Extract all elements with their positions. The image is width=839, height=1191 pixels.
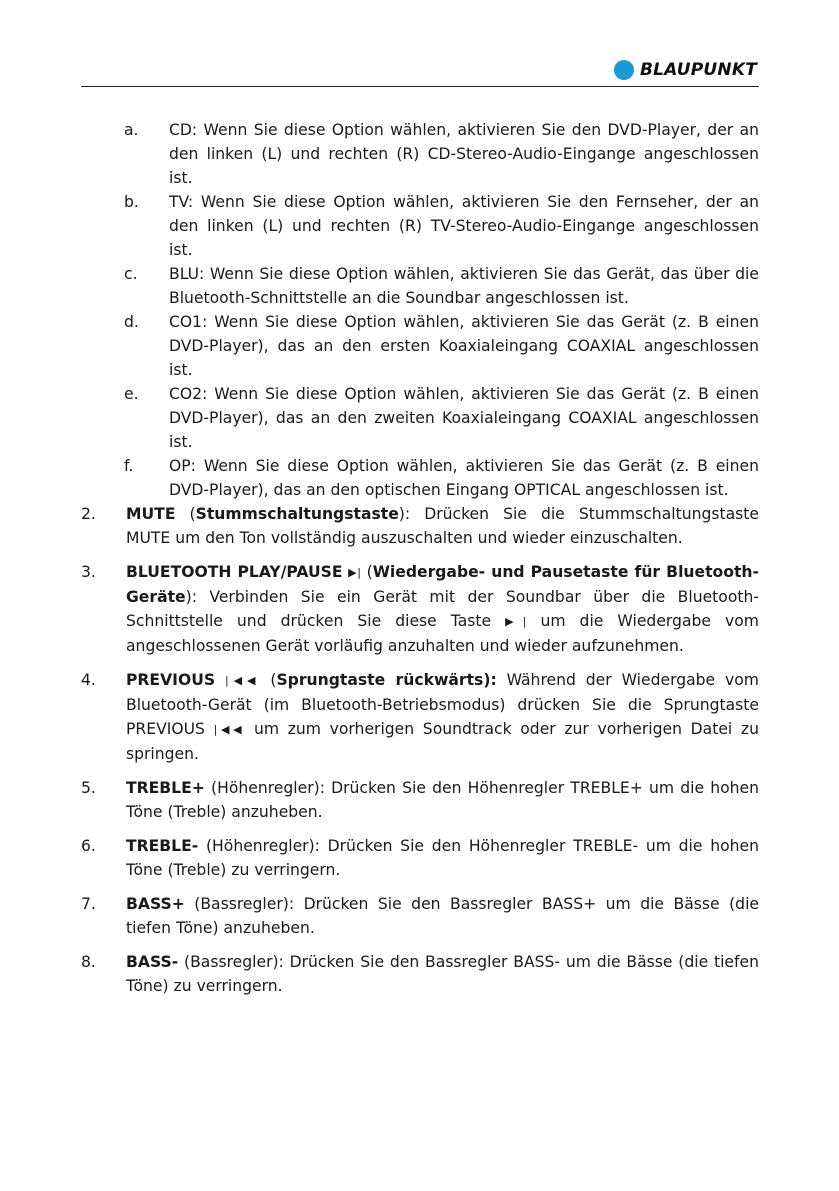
list-item xyxy=(81,310,759,382)
bass-plus-item xyxy=(81,892,759,940)
item-number: 7. xyxy=(81,895,96,913)
brand-name: BLAUPUNKT xyxy=(639,60,757,80)
item-description: (Höhenregler): Drücken Sie den Höhenregler TREBLE- um die hohen Töne (Treble) zu verringern. xyxy=(126,837,759,879)
brand-logo xyxy=(614,60,757,80)
treble-minus-item xyxy=(81,834,759,882)
item-number: 5. xyxy=(81,779,96,797)
paren-close: ): xyxy=(483,671,497,689)
item-number: 4. xyxy=(81,671,96,689)
item-number: 6. xyxy=(81,837,96,855)
logo-dot-icon xyxy=(614,60,634,80)
bt-key-label: BLUETOOTH PLAY/PAUSE xyxy=(126,563,343,581)
list-letter: b. xyxy=(124,193,139,211)
treble-minus-key-label: TREBLE- xyxy=(126,837,199,855)
item-text xyxy=(126,892,759,940)
item-description: Während der Wiedergabe vom Bluetooth-Gerät (im Bluetooth-Betriebsmodus) drücken Sie die Sprungtaste PREVIOUS xyxy=(126,671,760,738)
treble-plus-item xyxy=(81,776,759,824)
list-text: TV: Wenn Sie diese Option wählen, aktivieren Sie den Fernseher, der an den linken (L) und rechten (R) TV-Stereo-Audio-Eingange angeschlossen ist. xyxy=(169,193,759,259)
item-number: 3. xyxy=(81,563,96,581)
list-letter: c. xyxy=(124,265,138,283)
item-description: (Bassregler): Drücken Sie den Bassregler BASS- um die Bässe (die tiefen Töne) zu verringern. xyxy=(126,953,759,995)
bass-minus-item xyxy=(81,950,759,998)
item-number: 8. xyxy=(81,953,96,971)
bluetooth-play-pause-item xyxy=(81,560,759,658)
list-text: CO2: Wenn Sie diese Option wählen, aktivieren Sie das Gerät (z. B einen DVD-Player), das an den zweiten Koaxialeingang COAXIAL angeschlossen ist. xyxy=(169,385,759,451)
mute-key-label: MUTE xyxy=(126,505,176,523)
bass-plus-key-label: BASS+ xyxy=(126,895,185,913)
list-item xyxy=(81,454,759,502)
item-text xyxy=(126,834,759,882)
treble-plus-key-label: TREBLE+ xyxy=(126,779,205,797)
bass-minus-key-label: BASS- xyxy=(126,953,179,971)
list-item xyxy=(81,118,759,190)
item-description: um zum vorherigen Soundtrack oder zur vorherigen Datei zu springen. xyxy=(126,720,759,763)
list-text: CO1: Wenn Sie diese Option wählen, aktivieren Sie das Gerät (z. B einen DVD-Player), das an den ersten Koaxialeingang COAXIAL angeschlossen ist. xyxy=(169,313,759,379)
paren-open: ( xyxy=(175,505,196,523)
bt-key-description: Wiedergabe- und Pausetaste für Bluetooth-Geräte xyxy=(126,563,760,606)
list-letter: f. xyxy=(124,457,134,475)
prev-key-description: Sprungtaste rückwärts xyxy=(276,671,484,689)
list-text: OP: Wenn Sie diese Option wählen, aktivieren Sie das Gerät (z. B einen DVD-Player), das an den optischen Eingang OPTICAL angeschlossen ist. xyxy=(169,457,759,499)
item-description: (Höhenregler): Drücken Sie den Höhenregler TREBLE+ um die hohen Töne (Treble) anzuheben. xyxy=(126,779,759,821)
item-description: ): Drücken Sie die Stummschaltungstaste MUTE um den Ton vollständig auszuschalten und wieder einzuschalten. xyxy=(126,505,759,547)
page-header xyxy=(81,56,759,87)
list-letter: a. xyxy=(124,121,139,139)
item-description: ): Verbinden Sie ein Gerät mit der Soundbar über die Bluetooth-Schnittstelle und drücken Sie diese Taste xyxy=(126,588,759,630)
list-letter: e. xyxy=(124,385,139,403)
mute-item xyxy=(81,502,759,550)
item-text xyxy=(126,560,759,658)
list-item xyxy=(81,190,759,262)
item-text xyxy=(126,502,759,550)
skip-back-icon: |◀◀ xyxy=(213,723,246,736)
play-pause-icon: ▶| xyxy=(348,566,361,579)
item-description: um die Wiedergabe vom angeschlossenen Gerät vorläufig anzuhalten und wieder aufzunehmen. xyxy=(126,612,759,655)
item-number: 2. xyxy=(81,505,96,523)
item-text xyxy=(126,668,759,766)
list-item xyxy=(81,262,759,310)
list-item xyxy=(81,382,759,454)
skip-back-icon: |◀◀ xyxy=(225,674,261,687)
item-text xyxy=(126,776,759,824)
prev-key-label: PREVIOUS xyxy=(126,671,216,689)
play-pause-icon: ▶| xyxy=(505,615,527,628)
mute-key-description: Stummschaltungstaste xyxy=(195,505,399,523)
list-letter: d. xyxy=(124,313,139,331)
list-text: BLU: Wenn Sie diese Option wählen, aktivieren Sie das Gerät, das über die Bluetooth-Schnittstelle an die Soundbar angeschlossen ist. xyxy=(169,265,759,307)
list-text: CD: Wenn Sie diese Option wählen, aktivieren Sie den DVD-Player, der an den linken (L) und rechten (R) CD-Stereo-Audio-Eingange angeschlossen ist. xyxy=(169,121,759,187)
paren-open: ( xyxy=(361,563,373,581)
source-option-list xyxy=(81,118,759,502)
item-text xyxy=(126,950,759,998)
item-description: (Bassregler): Drücken Sie den Bassregler BASS+ um die Bässe (die tiefen Töne) anzuheben. xyxy=(126,895,759,937)
paren-open: ( xyxy=(260,671,277,689)
previous-item xyxy=(81,668,759,766)
manual-content xyxy=(81,118,759,998)
